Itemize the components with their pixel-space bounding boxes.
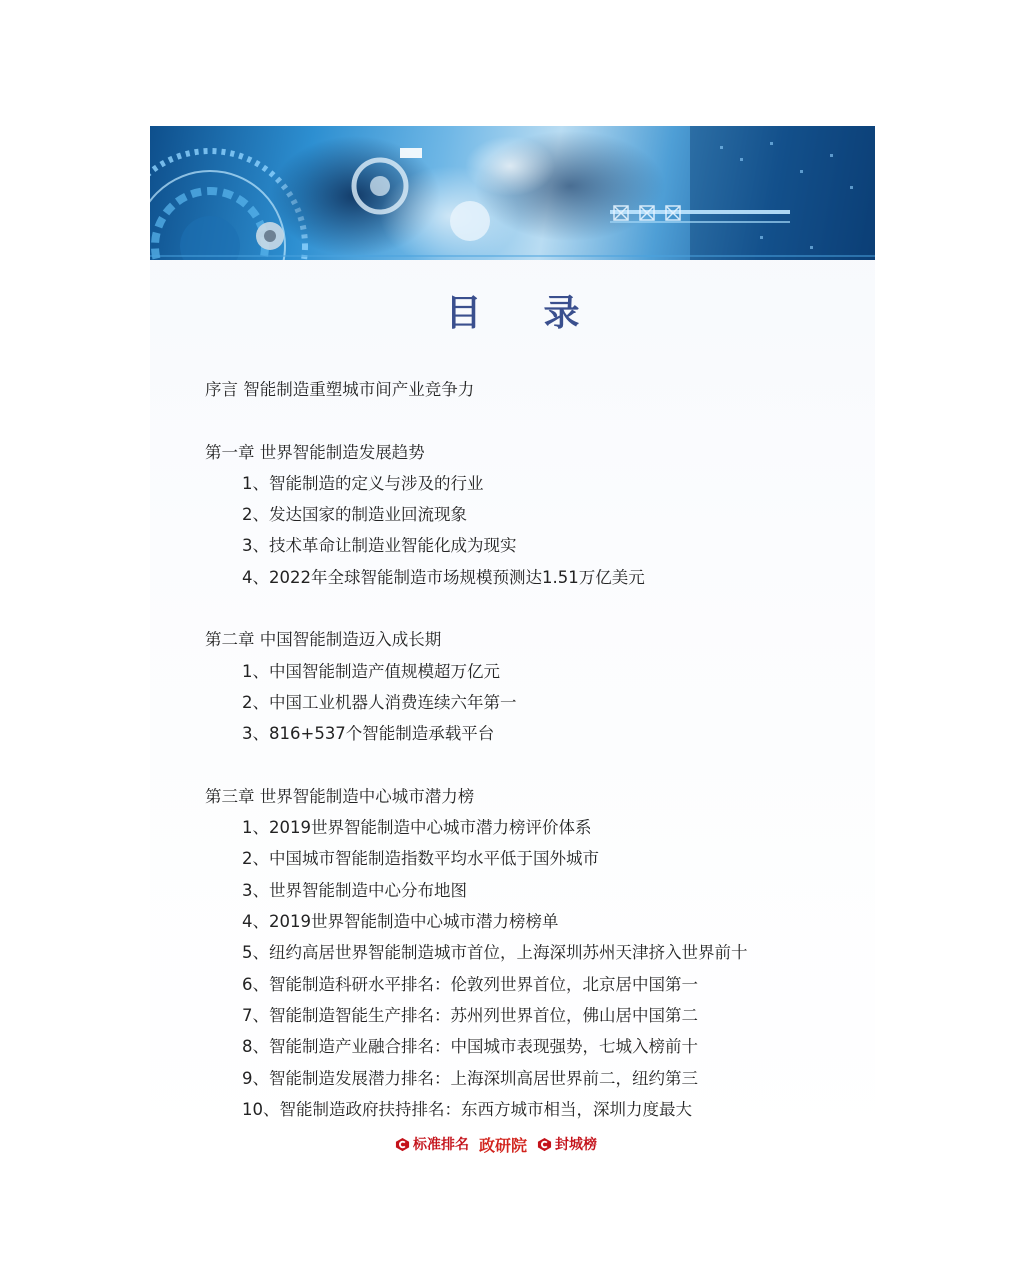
document-page bbox=[150, 126, 875, 1156]
chapter-1-item[interactable]: 4、2022年全球智能制造市场规模预测达1.51万亿美元 bbox=[242, 567, 645, 587]
chapter-3-item[interactable]: 3、世界智能制造中心分布地图 bbox=[242, 880, 467, 900]
chapter-2-heading[interactable]: 第二章 中国智能制造迈入成长期 bbox=[205, 630, 442, 650]
chapter-3-item[interactable]: 7、智能制造智能生产排名：苏州列世界首位，佛山居中国第二 bbox=[242, 1005, 698, 1025]
chapter-3-item[interactable]: 6、智能制造科研水平排名：伦敦列世界首位，北京居中国第一 bbox=[242, 974, 698, 994]
chapter-3-item[interactable]: 9、智能制造发展潜力排名：上海深圳高居世界前二，纽约第三 bbox=[242, 1068, 698, 1088]
policy-institute-text: 政研院 bbox=[479, 1135, 528, 1155]
chapter-2-item[interactable]: 1、中国智能制造产值规模超万亿元 bbox=[242, 661, 500, 681]
chapter-3-item[interactable]: 2、中国城市智能制造指数平均水平低于国外城市 bbox=[242, 849, 599, 869]
city-ranking-logo bbox=[537, 1134, 597, 1154]
chapter-3-item[interactable]: 4、2019世界智能制造中心城市潜力榜榜单 bbox=[242, 912, 559, 932]
chapter-2-item[interactable]: 3、816+537个智能制造承载平台 bbox=[242, 724, 495, 744]
standard-ranking-logo bbox=[395, 1134, 469, 1154]
city-ranking-text: 封城榜 bbox=[555, 1137, 598, 1153]
chapter-3-item[interactable]: 5、纽约高居世界智能制造城市首位，上海深圳苏州天津挤入世界前十 bbox=[242, 943, 748, 963]
chapter-3-heading[interactable]: 第三章 世界智能制造中心城市潜力榜 bbox=[205, 786, 475, 806]
publisher-logos bbox=[395, 1133, 597, 1155]
policy-institute-logo bbox=[479, 1133, 527, 1156]
table-of-contents bbox=[205, 374, 865, 1125]
preface-heading[interactable]: 序言 智能制造重塑城市间产业竞争力 bbox=[205, 380, 475, 399]
chapter-1-item[interactable]: 1、智能制造的定义与涉及的行业 bbox=[242, 473, 484, 493]
tech-machinery-illustration bbox=[150, 126, 875, 260]
page-title: 目录 bbox=[445, 293, 642, 334]
chapter-1-item[interactable]: 2、发达国家的制造业回流现象 bbox=[242, 505, 467, 525]
chapter-3-item[interactable]: 10、智能制造政府扶持排名：东西方城市相当，深圳力度最大 bbox=[242, 1099, 692, 1119]
c-mark-icon bbox=[395, 1137, 410, 1152]
chapter-2-item[interactable]: 2、中国工业机器人消费连续六年第一 bbox=[242, 692, 517, 712]
chapter-3-item[interactable]: 1、2019世界智能制造中心城市潜力榜评价体系 bbox=[242, 818, 592, 838]
c-mark-icon bbox=[537, 1137, 552, 1152]
chapter-1-item[interactable]: 3、技术革命让制造业智能化成为现实 bbox=[242, 536, 517, 556]
chapter-3-item[interactable]: 8、智能制造产业融合排名：中国城市表现强势，七城入榜前十 bbox=[242, 1037, 698, 1057]
standard-ranking-text: 标准排名 bbox=[413, 1137, 469, 1153]
chapter-1-heading[interactable]: 第一章 世界智能制造发展趋势 bbox=[205, 442, 425, 462]
header-banner-image bbox=[150, 126, 875, 260]
